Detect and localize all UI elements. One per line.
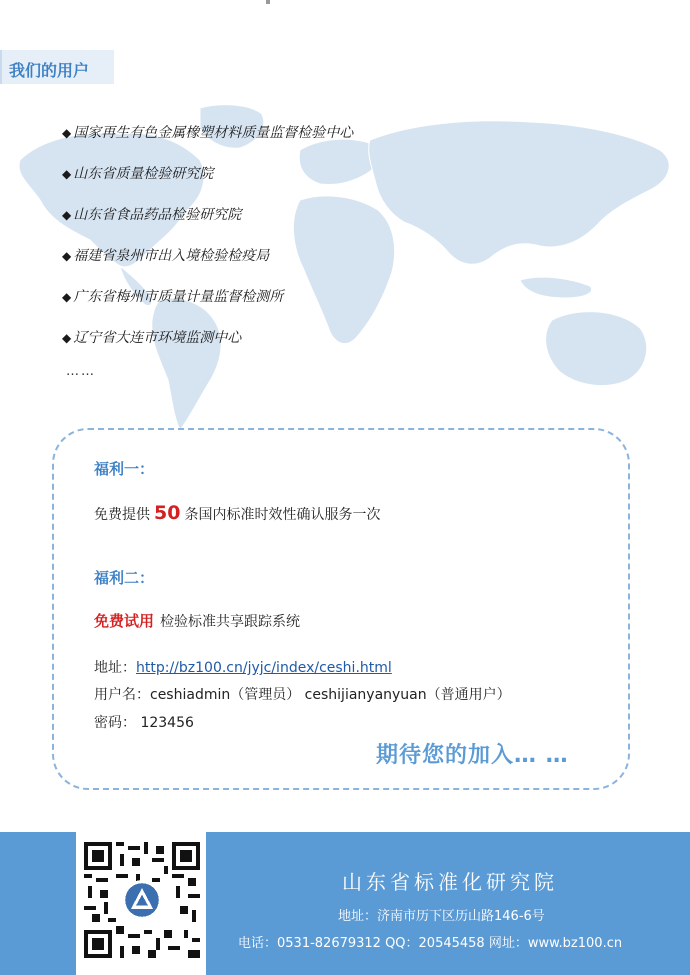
user-name: 辽宁省大连市环境监测中心 bbox=[73, 330, 242, 346]
user-list-item bbox=[62, 122, 353, 163]
user-list bbox=[62, 122, 353, 368]
trial-password: 密码： 123456 bbox=[94, 715, 194, 731]
diamond-bullet-icon: ◆ bbox=[62, 126, 72, 140]
benefit1-post: 条国内标准时效性确认服务一次 bbox=[184, 507, 381, 523]
benefit1-description bbox=[94, 502, 380, 524]
benefit2-title: 福利二： bbox=[94, 569, 155, 587]
benefit1-pre: 免费提供 bbox=[94, 507, 150, 523]
footer-org-name: 山东省标准化研究院 bbox=[342, 870, 558, 894]
user-list-item bbox=[62, 204, 353, 245]
footer-contact: 电话：0531-82679312 QQ：20545458 网址：www.bz100.cn bbox=[238, 936, 623, 951]
footer-address: 地址：济南市历下区历山路146-6号 bbox=[338, 909, 545, 924]
trial-address-label: 地址： bbox=[94, 660, 136, 676]
benefits-box bbox=[52, 428, 630, 790]
user-name: 广东省梅州市质量计量监督检测所 bbox=[73, 289, 284, 305]
user-name: 山东省质量检验研究院 bbox=[73, 166, 214, 182]
user-name: 福建省泉州市出入境检验检疫局 bbox=[73, 248, 270, 264]
list-ellipsis: …… bbox=[66, 364, 96, 379]
join-slogan: 期待您的加入… … bbox=[376, 743, 569, 768]
benefit2-highlight: 免费试用 bbox=[94, 612, 155, 630]
diamond-bullet-icon: ◆ bbox=[62, 167, 72, 181]
benefit2-text: 检验标准共享跟踪系统 bbox=[160, 614, 301, 630]
diamond-bullet-icon: ◆ bbox=[62, 208, 72, 222]
user-name: 山东省食品药品检验研究院 bbox=[73, 207, 242, 223]
qr-code-container bbox=[76, 832, 206, 975]
trial-address-link[interactable]: http://bz100.cn/jyjc/index/ceshi.html bbox=[136, 660, 392, 676]
user-list-item bbox=[62, 163, 353, 204]
benefit1-number: 50 bbox=[154, 502, 181, 524]
user-list-item bbox=[62, 327, 353, 368]
footer bbox=[0, 832, 690, 975]
qr-code-icon bbox=[84, 842, 200, 958]
trial-address bbox=[94, 657, 392, 677]
section-tag bbox=[0, 50, 114, 84]
user-list-item bbox=[62, 245, 353, 286]
diamond-bullet-icon: ◆ bbox=[62, 249, 72, 263]
user-name: 国家再生有色金属橡塑材料质量监督检验中心 bbox=[73, 125, 354, 141]
section-tag-label: 我们的用户 bbox=[9, 61, 90, 80]
diamond-bullet-icon: ◆ bbox=[62, 290, 72, 304]
benefit1-title: 福利一： bbox=[94, 460, 155, 478]
top-mark bbox=[266, 0, 270, 4]
benefit2-description bbox=[94, 610, 300, 631]
trial-username: 用户名：ceshiadmin（管理员） ceshijianyanyuan（普通用户） bbox=[94, 687, 511, 703]
diamond-bullet-icon: ◆ bbox=[62, 331, 72, 345]
user-list-item bbox=[62, 286, 353, 327]
